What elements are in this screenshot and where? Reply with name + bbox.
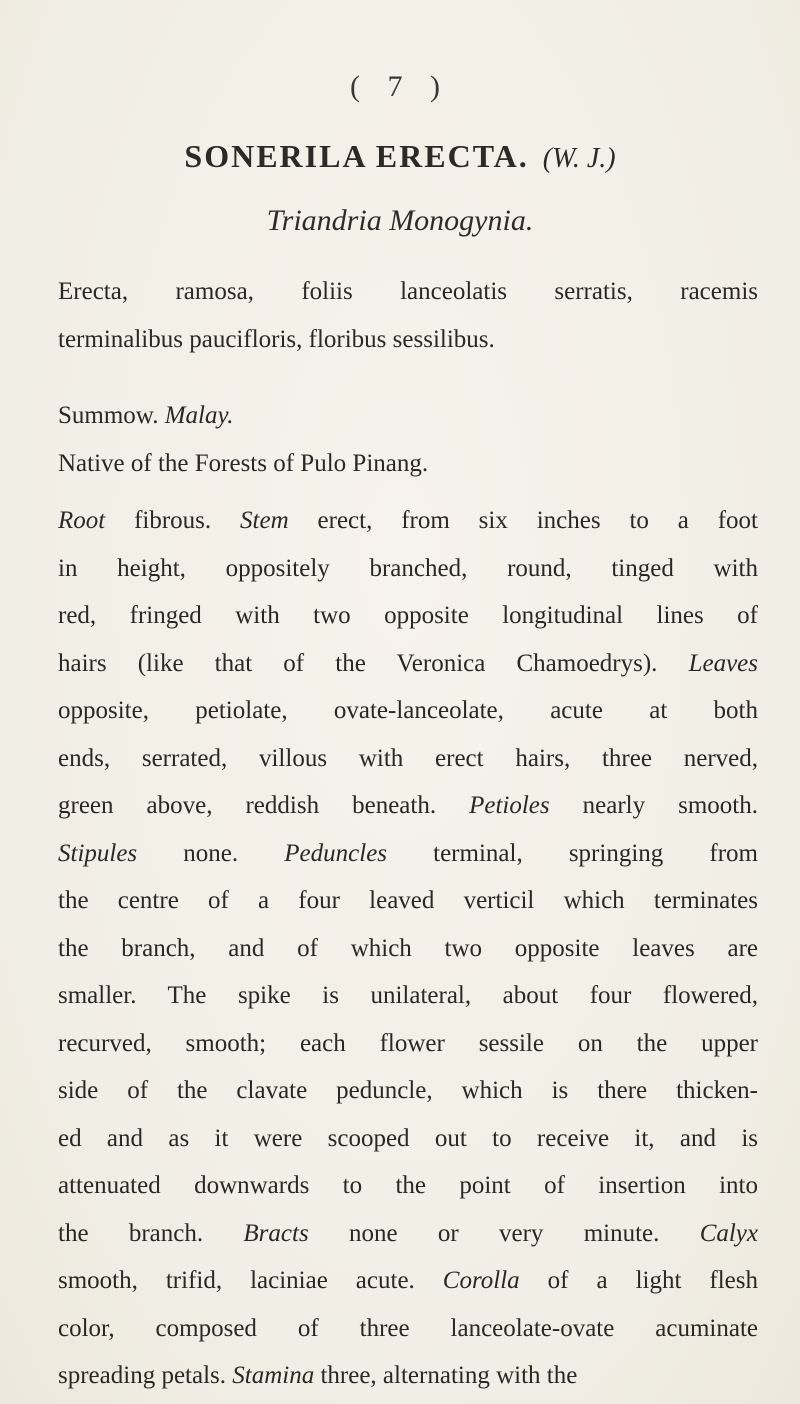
description-text: the branch, and of which two opposite leaves are — [58, 934, 758, 962]
description-paragraph — [58, 497, 758, 1400]
description-text: red, fringed with two opposite longitudinal lines of — [58, 602, 758, 629]
description-line — [58, 497, 758, 545]
description-text: attenuated downwards to the point of insertion into — [58, 1172, 758, 1199]
description-text: ends, serrated, villous with erect hairs, three nerved, — [58, 744, 758, 772]
description-text: hairs (like that of the Veronica Chamoedrys). — [58, 649, 689, 677]
description-line — [58, 1305, 758, 1353]
vernacular-word: Summow. — [58, 402, 159, 429]
description-line — [58, 782, 758, 830]
description-text: erect, from six inches to a foot — [288, 507, 759, 534]
description-line — [58, 687, 758, 735]
description-text: none or very minute. — [308, 1219, 700, 1247]
description-text: the centre of a four leaved verticil which terminates — [58, 887, 758, 914]
description-text: in height, oppositely branched, round, tinged with — [58, 554, 758, 582]
description-text: opposite, petiolate, ovate-lanceolate, acute at both — [58, 697, 758, 724]
description-line — [58, 1067, 758, 1115]
botanical-term: Stamina — [232, 1362, 315, 1389]
species-name: SONERILA ERECTA. — [184, 138, 529, 174]
description-line — [58, 1257, 758, 1305]
description-line — [58, 1352, 758, 1400]
botanical-term: Stipules — [58, 839, 138, 867]
description-line — [58, 877, 758, 925]
habitat-line: Native of the Forests of Pulo Pinang. — [58, 450, 429, 477]
botanical-term: Peduncles — [284, 839, 388, 867]
description-line — [58, 1210, 758, 1258]
linnaean-class: Triandria Monogynia. — [266, 204, 534, 237]
description-text: terminal, springing from — [387, 839, 758, 867]
description-text: recurved, smooth; each flower sessile on the upper — [58, 1029, 758, 1057]
description-line — [58, 1115, 758, 1163]
description-line — [58, 592, 758, 640]
description-text: green above, reddish beneath. — [58, 792, 470, 819]
description-line — [58, 735, 758, 783]
description-line — [58, 1162, 758, 1210]
description-text: side of the clavate peduncle, which is there thicken- — [58, 1077, 758, 1104]
botanical-term: Corolla — [442, 1267, 520, 1294]
description-text: none. — [137, 839, 285, 867]
botanical-term: Petioles — [469, 792, 550, 819]
description-text: color, composed of three lanceolate-ovate acuminate — [58, 1314, 758, 1342]
page-number: ( 7 ) — [350, 70, 450, 103]
habitat-note — [58, 440, 758, 488]
vernacular-language: Malay. — [164, 402, 234, 429]
description-line — [58, 545, 758, 593]
diagnosis-line: terminalibus paucifloris, floribus sessilibus. — [58, 325, 495, 353]
description-text: fibrous. — [105, 507, 241, 534]
description-line — [58, 640, 758, 688]
author-abbreviation: (W. J.) — [542, 143, 616, 174]
botanical-term: Root — [58, 507, 106, 534]
species-title — [0, 138, 800, 175]
botanical-term: Stem — [240, 507, 289, 534]
description-text: nearly smooth. — [549, 792, 758, 819]
latin-diagnosis — [58, 268, 758, 363]
vernacular-name — [58, 392, 758, 440]
description-text: smooth, trifid, laciniae acute. — [58, 1267, 443, 1294]
description-text: the branch. — [58, 1219, 244, 1247]
description-text: spreading petals. — [58, 1362, 233, 1389]
description-text: smaller. The spike is unilateral, about four flowered, — [58, 982, 758, 1009]
description-line — [58, 1020, 758, 1068]
description-text: of a light flesh — [519, 1267, 758, 1294]
botanical-term: Bracts — [243, 1219, 309, 1247]
description-line — [58, 830, 758, 878]
description-text: ed and as it were scooped out to receive it, and is — [58, 1124, 758, 1152]
botanical-term: Leaves — [688, 649, 758, 677]
botanical-term: Calyx — [699, 1219, 759, 1247]
description-line — [58, 972, 758, 1020]
description-text: three, alternating with the — [314, 1362, 578, 1389]
diagnosis-line: Erecta, ramosa, foliis lanceolatis serratis, racemis — [58, 278, 758, 305]
description-line — [58, 925, 758, 973]
